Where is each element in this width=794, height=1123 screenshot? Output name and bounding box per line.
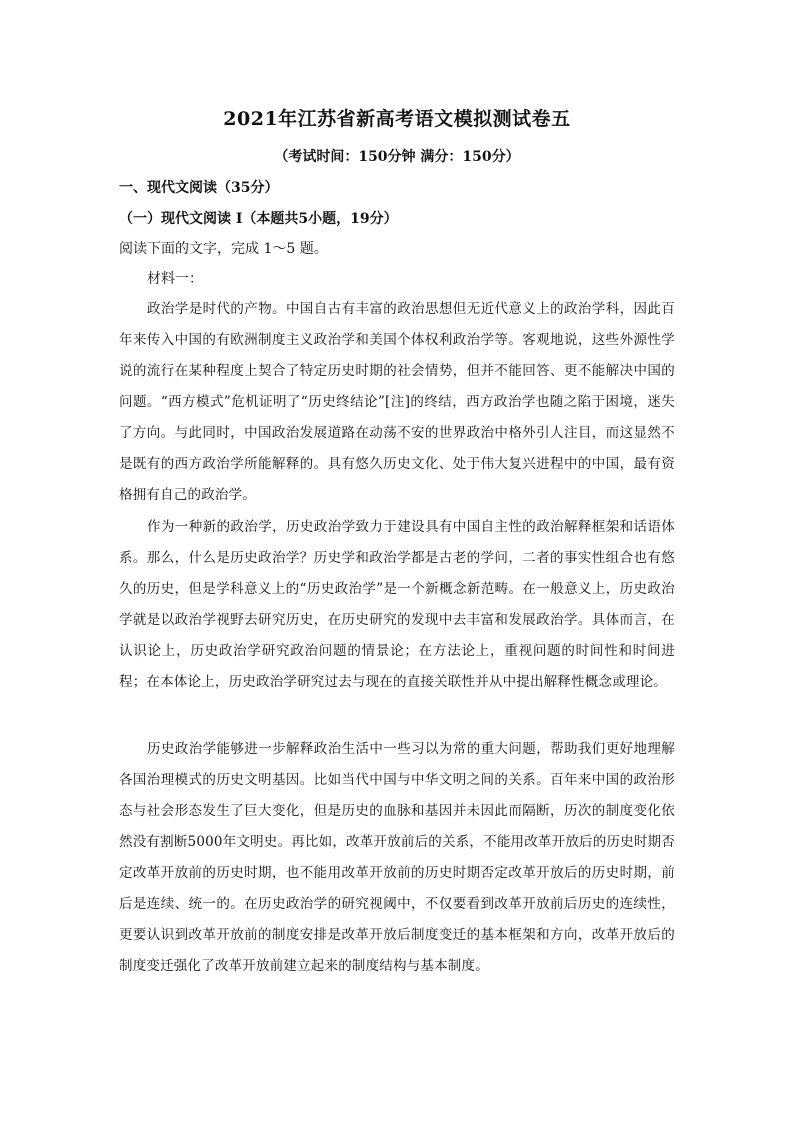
paragraph-3: 历史政治学能够进一步解释政治生活中一些习以为常的重大问题，帮助我们更好地理解各国治理模式的历史文明基因。比如当代中国与中华文明之间的关系。百年来中国的政治形态与社会形态发生了巨大变化，但是历史的血脉和基因并未因此而隔断，历次的制度变化依然没有割断5000年文明史。再比如，改革开放前后的关系，不能用改革开放后的历史时期否定改革开放前的历史时期，也不能用改革开放前的历史时期否定改革开放后的历史时期，前后是连续、统一的。在历史政治学的研究视阈中，不仅要看到改革开放前后历史的连续性，更要认识到改革开放前的制度安排是改革开放后制度变迁的基本框架和方向，改革开放后的制度变迁强化了改革开放前建立起来的制度结构与基本制度。	[119, 741, 675, 974]
paragraph-2: 作为一种新的政治学，历史政治学致力于建设具有中国自主性的政治解释框架和话语体系。那么，什么是历史政治学？历史学和政治学都是古老的学问，二者的事实性组合也有悠久的历史，但是学科意义上的“历史政治学”是一个新概念新范畴。在一般意义上，历史政治学就是以政治学视野去研究历史，在历史研究的发现中去丰富和发展政治学。具体而言，在认识论上，历史政治学研究政治问题的情景论；在方法论上，重视问题的时间性和时间进程；在本体论上，历史政治学研究过去与现在的直接关联性并从中提出解释性概念或理论。	[119, 519, 675, 690]
exam-title: 2021年江苏省新高考语文模拟测试卷五	[223, 108, 571, 130]
exam-subtitle: （考试时间：150分钟 满分：150分）	[274, 149, 520, 165]
subsection-heading: （一）现代文阅读 I（本题共5小题，19分）	[119, 211, 398, 227]
paragraph-1: 政治学是时代的产物。中国自古有丰富的政治思想但无近代意义上的政治学科，因此百年来传入中国的有欧洲制度主义政治学和美国个体权利政治学等。客观地说，这些外源性学说的流行在某种程度上契合了特定历史时期的社会情势，但并不能回答、更不能解决中国的问题。“西方模式”危机证明了“历史终结论”[注]的终结，西方政治学也随之陷于困境，迷失了方向。与此同时，中国政治发展道路在动荡不安的世界政治中格外引人注目，而这显然不是既有的西方政治学所能解释的。具有悠久历史文化、处于伟大复兴进程中的中国，最有资格拥有自己的政治学。	[119, 301, 675, 503]
material-label: 材料一：	[147, 271, 203, 287]
reading-instruction: 阅读下面的文字，完成 1～5 题。	[119, 241, 328, 257]
section-heading: 一、现代文阅读（35分）	[119, 180, 279, 196]
